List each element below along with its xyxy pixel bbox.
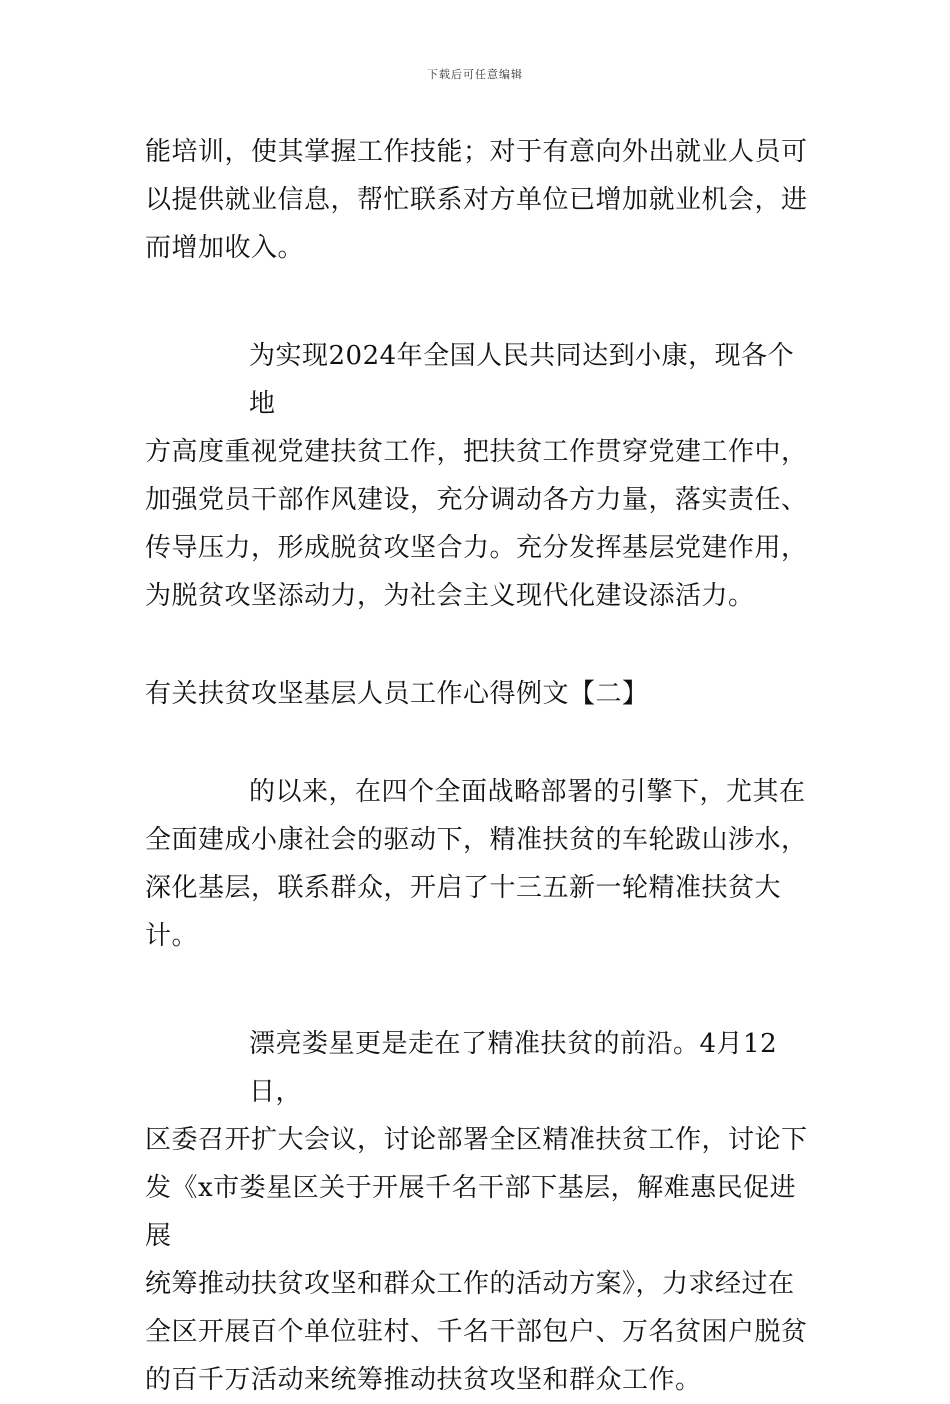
paragraph-2 bbox=[145, 332, 815, 620]
paragraph-gap bbox=[145, 960, 815, 1020]
text-line: 方高度重视党建扶贫工作，把扶贫工作贯穿党建工作中， bbox=[145, 437, 808, 467]
paragraph-gap bbox=[145, 272, 815, 332]
text-line: 以提供就业信息，帮忙联系对方单位已增加就业机会，进 bbox=[145, 185, 808, 215]
text-line: 发《x市娄星区关于开展千名干部下基层，解难惠民促进展 bbox=[145, 1173, 797, 1251]
paragraph-3 bbox=[145, 768, 815, 960]
text-line: 为脱贫攻坚添动力，为社会主义现代化建设添活力。 bbox=[145, 581, 755, 611]
text-line: 漂亮娄星更是走在了精准扶贫的前沿。4月12日， bbox=[249, 1029, 778, 1107]
paragraph-gap bbox=[145, 620, 815, 670]
text-line: 能培训，使其掌握工作技能；对于有意向外出就业人员可 bbox=[145, 137, 808, 167]
paragraph-1 bbox=[145, 128, 815, 272]
text-line: 传导压力，形成脱贫攻坚合力。充分发挥基层党建作用， bbox=[145, 533, 808, 563]
text-line: 统筹推动扶贫攻坚和群众工作的活动方案》，力求经过在 bbox=[145, 1269, 795, 1299]
text-line: 为实现2024年全国人民共同达到小康，现各个地 bbox=[249, 341, 795, 419]
text-line: 的百千万活动来统筹推动扶贫攻坚和群众工作。 bbox=[145, 1365, 702, 1395]
text-line: 全面建成小康社会的驱动下，精准扶贫的车轮跋山涉水， bbox=[145, 825, 808, 855]
paragraph-4 bbox=[145, 1020, 815, 1404]
paragraph-gap bbox=[145, 718, 815, 768]
text-line: 深化基层，联系群众，开启了十三五新一轮精准扶贫大计。 bbox=[145, 873, 782, 951]
text-line: 加强党员干部作风建设，充分调动各方力量，落实责任、 bbox=[145, 485, 808, 515]
text-line: 全区开展百个单位驻村、千名干部包户、万名贫困户脱贫 bbox=[145, 1317, 808, 1347]
page-header-note: 下载后可任意编辑 bbox=[427, 68, 523, 81]
section-heading: 有关扶贫攻坚基层人员工作心得例文【二】 bbox=[145, 679, 649, 709]
text-line: 区委召开扩大会议，讨论部署全区精准扶贫工作，讨论下 bbox=[145, 1125, 808, 1155]
text-line: 而增加收入。 bbox=[145, 233, 305, 263]
document-body bbox=[145, 128, 815, 1404]
text-line: 的以来，在四个全面战略部署的引擎下，尤其在 bbox=[249, 777, 806, 807]
